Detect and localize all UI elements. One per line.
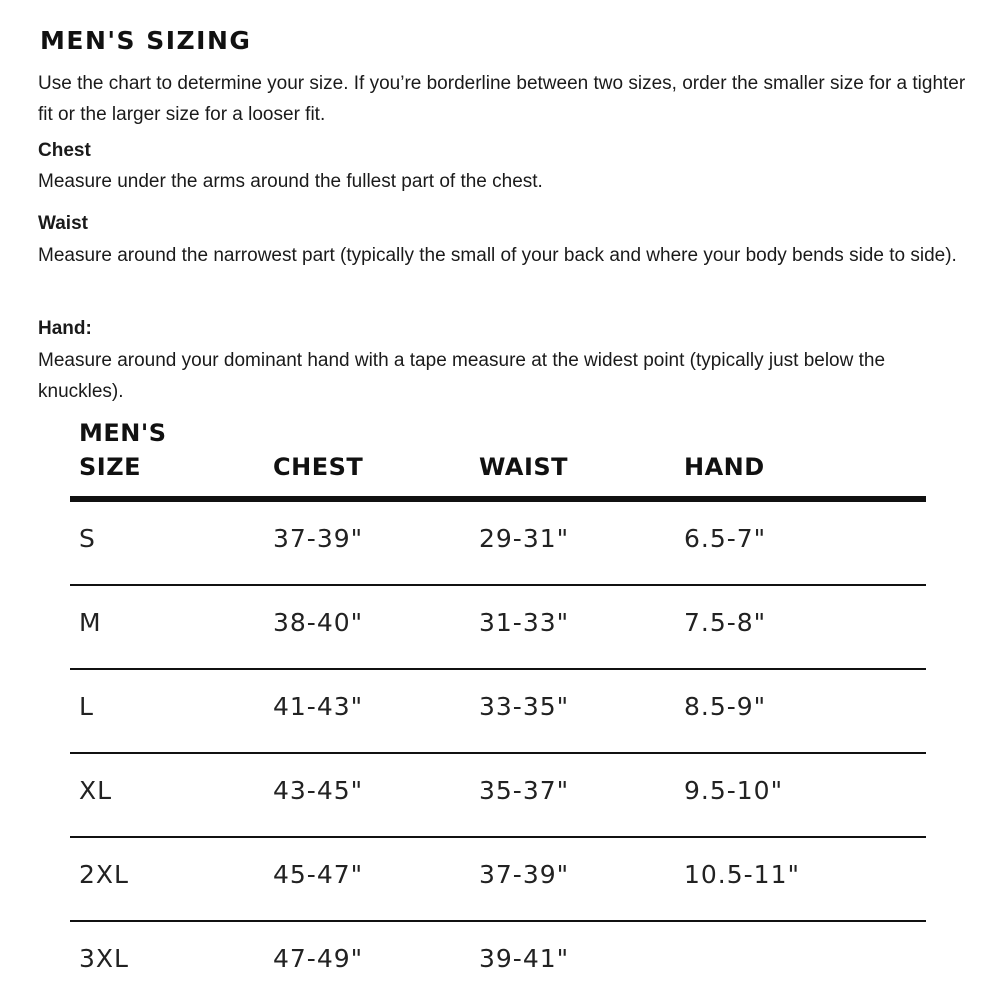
size-column-header xyxy=(79,416,199,484)
table-row xyxy=(70,670,926,754)
hand-cell: 10.5-11" xyxy=(684,860,800,889)
chest-cell: 41-43" xyxy=(273,692,364,721)
waist-description: Measure around the narrowest part (typically the small of your back and where your body bends side to side). xyxy=(38,245,957,266)
chest-heading: Chest xyxy=(38,140,91,161)
hand-heading: Hand: xyxy=(38,318,92,339)
waist-cell: 39-41" xyxy=(479,944,570,973)
hand-cell: 6.5-7" xyxy=(684,524,767,553)
chest-description: Measure under the arms around the fullest part of the chest. xyxy=(38,171,543,192)
chest-cell: 45-47" xyxy=(273,860,364,889)
table-row xyxy=(70,502,926,586)
chest-cell: 47-49" xyxy=(273,944,364,973)
table-header xyxy=(70,418,926,502)
hand-cell: 8.5-9" xyxy=(684,692,767,721)
hand-cell: 7.5-8" xyxy=(684,608,767,637)
waist-cell: 33-35" xyxy=(479,692,570,721)
waist-column-header: WAIST xyxy=(479,453,569,481)
chest-column-header: CHEST xyxy=(273,453,364,481)
waist-cell: 35-37" xyxy=(479,776,570,805)
waist-cell: 31-33" xyxy=(479,608,570,637)
size-cell: L xyxy=(79,692,94,721)
hand-cell: 9.5-10" xyxy=(684,776,784,805)
table-row xyxy=(70,922,926,1004)
intro-text: Use the chart to determine your size. If you’re borderline between two sizes, order the smaller size for a tighter fit or the larger size for a looser fit. xyxy=(38,73,966,125)
size-header-line1: MEN'S xyxy=(79,419,167,447)
waist-heading: Waist xyxy=(38,213,88,234)
table-row xyxy=(70,586,926,670)
chest-cell: 37-39" xyxy=(273,524,364,553)
hand-description: Measure around your dominant hand with a tape measure at the widest point (typically just below the knuckles). xyxy=(38,350,886,402)
waist-cell: 29-31" xyxy=(479,524,570,553)
size-header-line2: SIZE xyxy=(79,453,142,481)
chest-cell: 43-45" xyxy=(273,776,364,805)
page-title: MEN'S SIZING xyxy=(40,26,252,55)
table-row xyxy=(70,754,926,838)
size-cell: XL xyxy=(79,776,113,805)
table-row xyxy=(70,838,926,922)
hand-column-header: HAND xyxy=(684,453,765,481)
size-chart-table xyxy=(70,418,926,1004)
size-cell: M xyxy=(79,608,102,637)
waist-cell: 37-39" xyxy=(479,860,570,889)
size-cell: 3XL xyxy=(79,944,129,973)
size-cell: S xyxy=(79,524,96,553)
chest-cell: 38-40" xyxy=(273,608,364,637)
size-cell: 2XL xyxy=(79,860,129,889)
